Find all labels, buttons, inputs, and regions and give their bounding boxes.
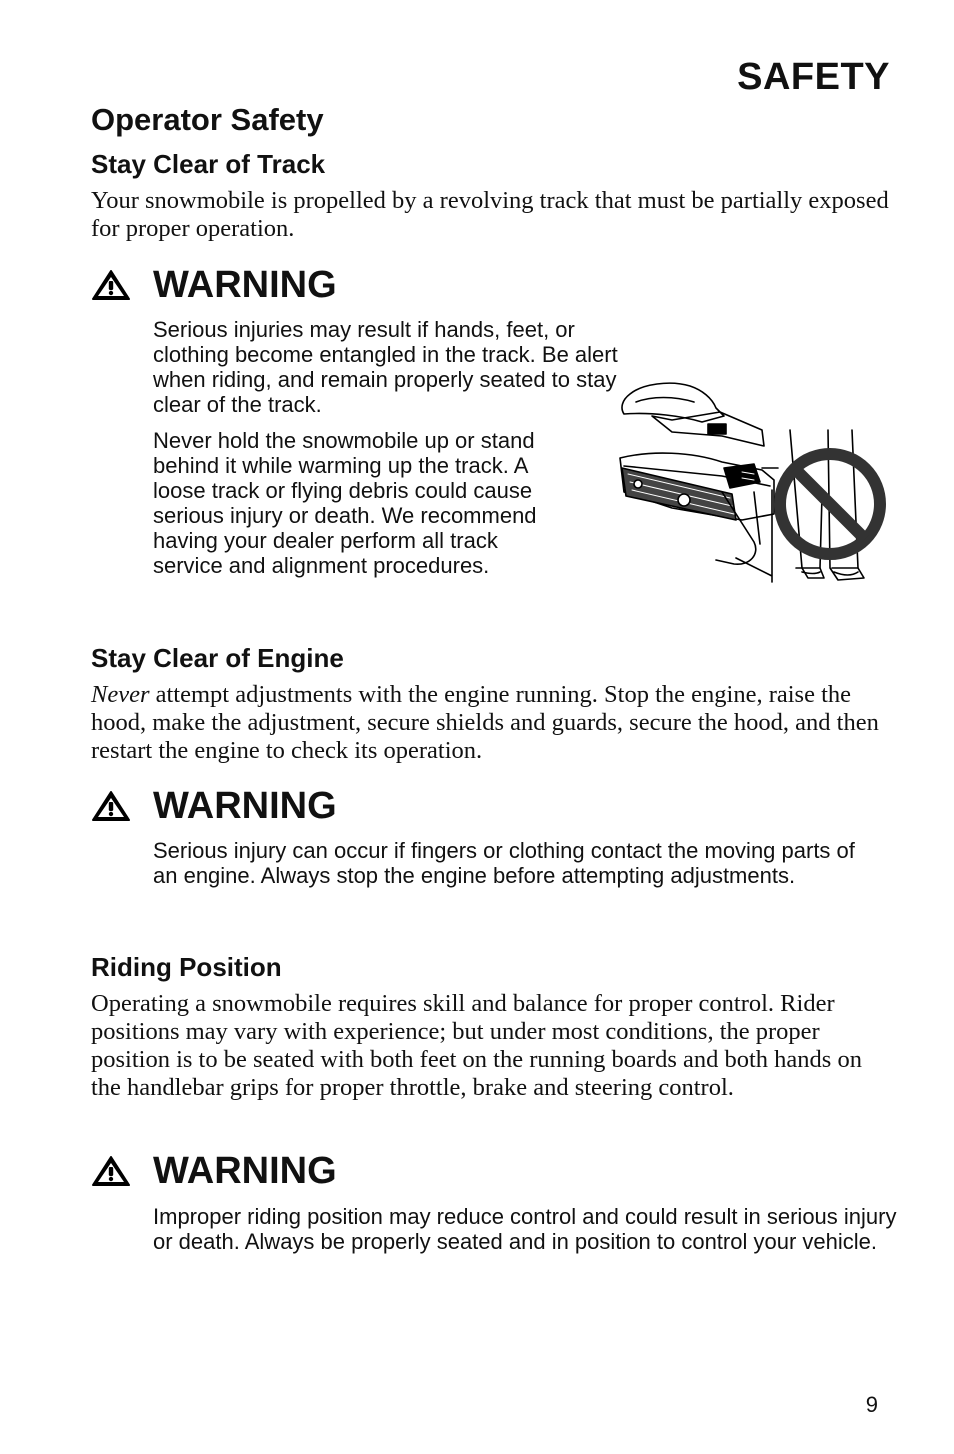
engine-warning-header [91,783,337,829]
track-heading: Stay Clear of Track [91,149,326,179]
track-warning-text-2: Never hold the snowmobile up or stand behind it while warming up the track. A loose track or flying debris could cause serious injury or death. We recommend having your dealer perform all track service and alignment procedures. [153,428,537,578]
page-number: 9 [865,1392,878,1417]
engine-body [91,681,891,765]
warning-label: WARNING [153,1149,337,1192]
track-warning-text-1: Serious injuries may result if hands, feet, or clothing become entangled in the track. Be alert when riding, and remain properly seated to stay clear of the track. [153,317,618,417]
riding-heading: Riding Position [91,952,282,982]
section-title: SAFETY [737,56,890,98]
engine-body-emphasis: Never [91,681,150,708]
warning-label: WARNING [153,784,337,827]
snowmobile-track-illustration [612,372,894,604]
engine-warning-text: Serious injury can occur if fingers or clothing contact the moving parts of an engine. Always stop the engine before attempting adjustments. [153,838,855,888]
page-title: Operator Safety [91,102,324,137]
warning-triangle-icon [91,268,131,302]
warning-triangle-icon [91,1154,131,1188]
engine-body-rest: attempt adjustments with the engine running. Stop the engine, raise the hood, make the adjustment, secure shields and guards, secure the hood, and then restart the engine to check its operation. [91,681,879,764]
engine-heading: Stay Clear of Engine [91,643,344,673]
warning-triangle-icon [91,789,131,823]
riding-warning-header [91,1148,337,1194]
riding-warning-text: Improper riding position may reduce control and could result in serious injury or death. Always be properly seated and in position to control your vehicle. [153,1204,897,1254]
track-body: Your snowmobile is propelled by a revolving track that must be partially exposed for proper operation. [91,187,889,242]
warning-label: WARNING [153,263,337,306]
riding-body: Operating a snowmobile requires skill and balance for proper control. Rider positions may vary with experience; but under most conditions, the proper position is to be seated with both feet on the running boards and both hands on the handlebar grips for proper throttle, brake and steering control. [91,990,862,1101]
track-warning-header [91,262,337,308]
